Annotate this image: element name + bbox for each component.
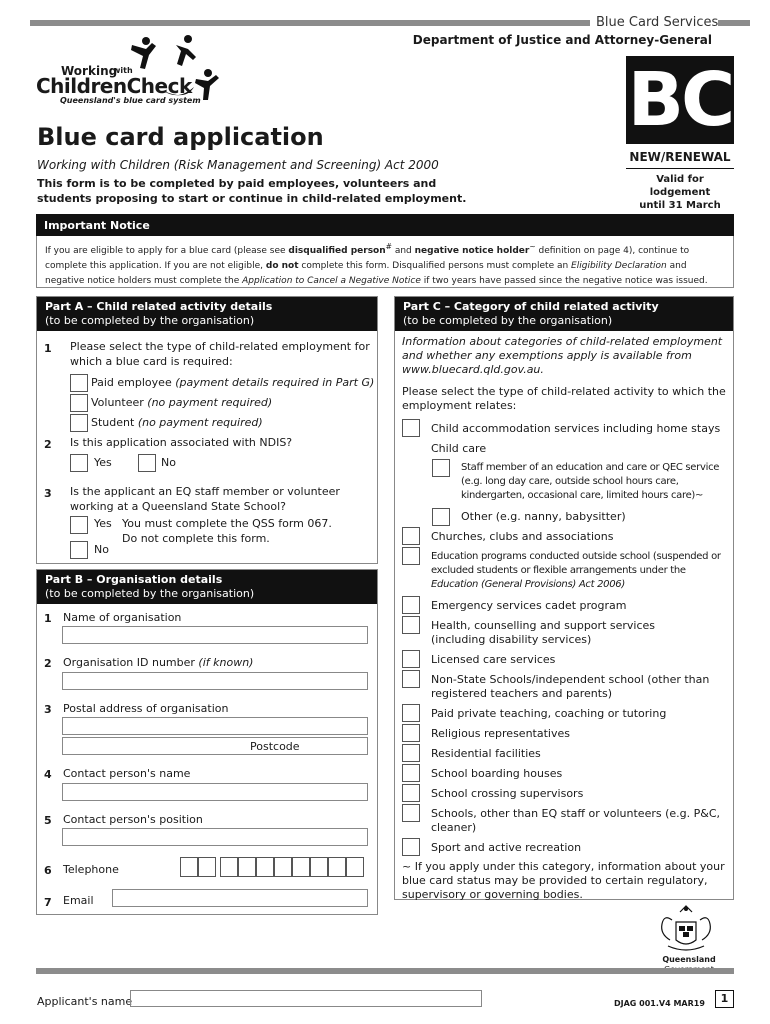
org-name-field[interactable]	[62, 626, 368, 644]
form-type-divider	[626, 168, 734, 169]
education-care-label: Staff member of an education and care or QEC service (e.g. long day care, outside school hours care, kindergarten, occasional care, limited hours care)~	[461, 462, 720, 501]
telephone-label: Telephone	[63, 863, 119, 876]
non-state-schools-checkbox[interactable]	[402, 670, 420, 688]
q3-text: Is the applicant an EQ staff member or volunteer working at a Queensland State School?	[70, 485, 340, 513]
q3-number: 3	[44, 487, 52, 500]
child-accommodation-label: Child accommodation services including home stays	[431, 422, 721, 435]
gov-name-1: Queensland	[662, 955, 716, 964]
q2-number: 2	[44, 438, 52, 451]
eq-staff-yes-note-1: You must complete the QSS form 067.	[122, 517, 332, 530]
validity-line-1: Valid for lodgement	[649, 174, 711, 198]
contact-name-field[interactable]	[62, 783, 368, 801]
notice-text: definition on page 4), continue to complete this application. If you are not eligible,	[45, 246, 690, 271]
telephone-digit-box[interactable]	[220, 857, 238, 877]
logo-children-check-text: ChildrenCheck	[36, 74, 192, 98]
tilde-mark: ~	[529, 242, 536, 251]
part-c-footnote: ~ If you apply under this category, information about your blue card status may be provided to certain regulatory, supervisory or governing bodies.	[402, 860, 725, 901]
residential-facilities-checkbox[interactable]	[402, 744, 420, 762]
footer-rule	[36, 968, 734, 974]
page-number: 1	[715, 990, 734, 1008]
contact-position-label: Contact person's position	[63, 813, 203, 826]
notice-text: and	[391, 246, 415, 256]
org-name-label: Name of organisation	[63, 611, 182, 624]
telephone-digit-box[interactable]	[256, 857, 274, 877]
eligibility-declaration-link: Eligibility Declaration	[571, 261, 667, 271]
q1-text: Please select the type of child-related employment for which a blue card is required:	[70, 340, 370, 368]
religious-reps-label: Religious representatives	[431, 727, 570, 740]
child-care-label: Child care	[431, 442, 487, 455]
eq-staff-no-label: No	[94, 543, 109, 556]
non-state-schools-label: Non-State Schools/independent school (other than registered teachers and parents)	[431, 673, 710, 700]
student-label: Student (no payment required)	[91, 416, 263, 429]
postal-address-line-1[interactable]	[62, 717, 368, 735]
logo-tagline: Queensland's blue card system	[60, 96, 201, 105]
part-a-heading: Part A – Child related activity details (to be completed by the organisation)	[37, 297, 377, 331]
postal-address-line-2[interactable]	[62, 737, 368, 755]
b7-number: 7	[44, 896, 52, 909]
emergency-cadet-checkbox[interactable]	[402, 596, 420, 614]
private-teaching-label: Paid private teaching, coaching or tutoring	[431, 707, 667, 720]
churches-checkbox[interactable]	[402, 527, 420, 545]
boarding-houses-label: School boarding houses	[431, 767, 563, 780]
telephone-digit-box[interactable]	[328, 857, 346, 877]
postcode-label: Postcode	[250, 740, 300, 753]
ndis-yes-checkbox[interactable]	[70, 454, 88, 472]
student-checkbox[interactable]	[70, 414, 88, 432]
form-type: NEW/RENEWAL	[629, 150, 731, 164]
crossing-supervisors-label: School crossing supervisors	[431, 787, 584, 800]
hash-mark: #	[385, 242, 392, 251]
legislation-name: Working with Children (Risk Management and Screening) Act 2000	[37, 158, 439, 172]
emergency-cadet-label: Emergency services cadet program	[431, 599, 627, 612]
telephone-digit-boxes[interactable]	[180, 857, 364, 877]
part-b-heading: Part B – Organisation details (to be completed by the organisation)	[37, 570, 377, 604]
page-title: Blue card application	[37, 123, 324, 151]
part-c-info: Information about categories of child-related employment and whether any exemptions apply is available from www.bluecard.qld.gov.au.	[402, 335, 723, 376]
q1-number: 1	[44, 342, 52, 355]
residential-facilities-label: Residential facilities	[431, 747, 541, 760]
contact-name-label: Contact person's name	[63, 767, 191, 780]
part-c-heading: Part C – Category of child related activity (to be completed by the organisation)	[395, 297, 733, 331]
eq-staff-yes-note-2: Do not complete this form.	[122, 532, 270, 545]
applicant-name-label: Applicant's name	[37, 995, 133, 1008]
email-label: Email	[63, 894, 94, 907]
education-programs-label: Education programs conducted outside school (suspended or excluded students or flexible arrangements under the Education (General Provisions) Act 2006)	[431, 551, 721, 590]
telephone-digit-box[interactable]	[346, 857, 364, 877]
licensed-care-label: Licensed care services	[431, 653, 556, 666]
org-id-label: Organisation ID number (if known)	[63, 656, 254, 669]
q2-text: Is this application associated with NDIS?	[70, 436, 293, 449]
b6-number: 6	[44, 864, 52, 877]
private-teaching-checkbox[interactable]	[402, 704, 420, 722]
do-not-emphasis: do not	[265, 261, 299, 271]
b5-number: 5	[44, 814, 52, 827]
logo-working-text: Working	[61, 64, 118, 78]
notice-text: If you are eligible to apply for a blue card (please see	[45, 246, 289, 256]
notice-heading: Important Notice	[36, 214, 734, 236]
email-field[interactable]	[112, 889, 368, 907]
eq-staff-no-checkbox[interactable]	[70, 541, 88, 559]
schools-other-label: Schools, other than EQ staff or volunteers (e.g. P&C, cleaner)	[431, 807, 721, 834]
negative-notice-holder-term: negative notice holder	[414, 246, 530, 256]
ndis-no-label: No	[161, 456, 176, 469]
paid-employee-checkbox[interactable]	[70, 374, 88, 392]
b3-number: 3	[44, 703, 52, 716]
disqualified-person-term: disqualified person	[288, 246, 386, 256]
intro-text: This form is to be completed by paid employees, volunteers and students proposing to start or continue in child-related employment.	[37, 177, 467, 205]
health-services-checkbox[interactable]	[402, 616, 420, 634]
churches-label: Churches, clubs and associations	[431, 530, 614, 543]
telephone-digit-box[interactable]	[180, 857, 198, 877]
service-name: Blue Card Services	[596, 15, 719, 30]
postal-address-label: Postal address of organisation	[63, 702, 229, 715]
validity-line-2: until 31 March	[639, 200, 721, 211]
header-rule	[30, 20, 590, 26]
education-care-checkbox[interactable]	[432, 459, 450, 477]
boarding-houses-checkbox[interactable]	[402, 764, 420, 782]
notice-body	[36, 236, 734, 288]
b2-number: 2	[44, 657, 52, 670]
child-accommodation-checkbox[interactable]	[402, 419, 420, 437]
header-rule-right	[718, 20, 750, 26]
notice-text: if two years have passed since the negative notice was issued.	[420, 276, 708, 286]
eq-staff-yes-checkbox[interactable]	[70, 516, 88, 534]
religious-reps-checkbox[interactable]	[402, 724, 420, 742]
sport-recreation-checkbox[interactable]	[402, 838, 420, 856]
logo-with-text: with	[113, 66, 133, 75]
cancel-negative-notice-form-name: Application to Cancel a Negative Notice	[242, 276, 421, 286]
sport-recreation-label: Sport and active recreation	[431, 841, 582, 854]
form-code-badge: BC	[627, 57, 733, 143]
notice-text: and negative notice holders must complete the	[45, 261, 687, 286]
volunteer-checkbox[interactable]	[70, 394, 88, 412]
contact-position-field[interactable]	[62, 828, 368, 846]
schools-other-checkbox[interactable]	[402, 804, 420, 822]
notice-text: complete this form. Disqualified persons must complete an	[298, 261, 572, 271]
education-programs-checkbox[interactable]	[402, 547, 420, 565]
other-care-checkbox[interactable]	[432, 508, 450, 526]
volunteer-label: Volunteer (no payment required)	[91, 396, 273, 409]
crossing-supervisors-checkbox[interactable]	[402, 784, 420, 802]
ndis-yes-label: Yes	[94, 456, 112, 469]
health-services-label: Health, counselling and support services (including disability services)	[431, 619, 656, 646]
paid-employee-label: Paid employee (payment details required in Part G)	[91, 376, 375, 389]
part-c-instruction: Please select the type of child-related activity to which the employment relates:	[402, 385, 726, 412]
eq-staff-yes-label: Yes	[94, 517, 112, 530]
org-id-field[interactable]	[62, 672, 368, 690]
licensed-care-checkbox[interactable]	[402, 650, 420, 668]
telephone-digit-box[interactable]	[198, 857, 216, 877]
telephone-digit-box[interactable]	[274, 857, 292, 877]
applicant-name-field[interactable]	[130, 990, 482, 1007]
other-care-label: Other (e.g. nanny, babysitter)	[461, 510, 626, 523]
telephone-digit-box[interactable]	[292, 857, 310, 877]
b4-number: 4	[44, 768, 52, 781]
b1-number: 1	[44, 612, 52, 625]
telephone-digit-box[interactable]	[238, 857, 256, 877]
telephone-digit-box[interactable]	[310, 857, 328, 877]
ndis-no-checkbox[interactable]	[138, 454, 156, 472]
form-version-code: DJAG 001.V4 MAR19	[614, 999, 705, 1008]
department-name: Department of Justice and Attorney-General	[412, 33, 712, 47]
